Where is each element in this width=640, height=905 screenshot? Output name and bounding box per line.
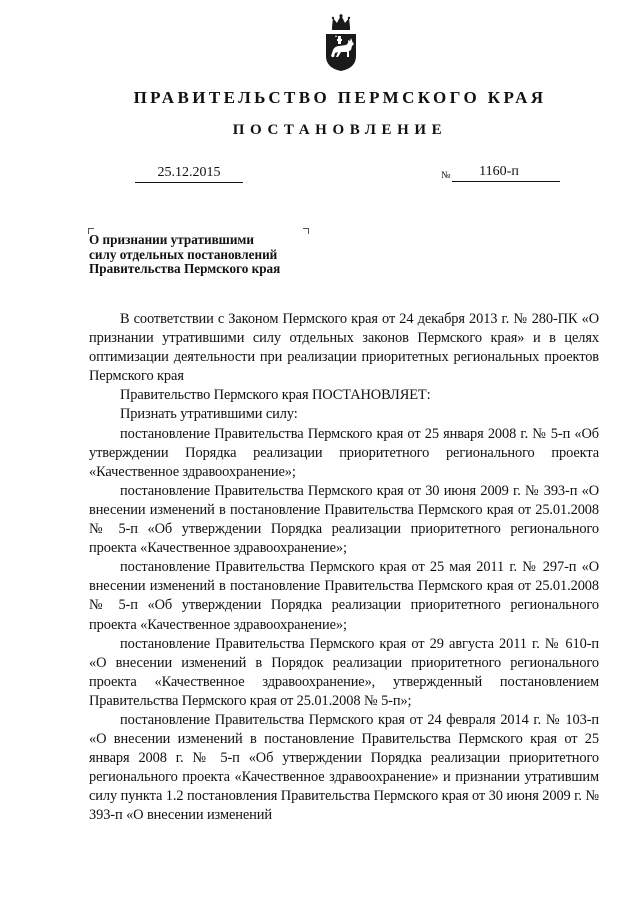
number-underline <box>452 181 560 182</box>
perm-krai-coat-of-arms-icon <box>321 14 361 72</box>
body-paragraph: Признать утратившими силу: <box>120 406 298 423</box>
government-title: ПРАВИТЕЛЬСТВО ПЕРМСКОГО КРАЯ <box>133 88 547 107</box>
body-paragraph: В соответствии с Законом Пермского края от 24 декабря 2013 г. № 280-ПК «О признании утратившими силу отдельных законов Пермского края» и в целях оптимизации деятельности при реализации приоритетных региональных проектов Пермского края <box>89 311 599 385</box>
document-type-title: ПОСТАНОВЛЕНИЕ <box>232 122 448 138</box>
body-paragraph: Правительство Пермского края ПОСТАНОВЛЯЕТ: <box>120 387 431 404</box>
subject-line: О признании утратившими <box>89 232 254 247</box>
number-sign: № <box>441 170 451 181</box>
body-paragraph: постановление Правительства Пермского края от 25 мая 2011 г. № 297-п «О внесении изменений в постановление Правительства Пермского края от 25.01.2008 № 5-п «Об утверждении Порядка реализации приоритетного регионального проекта «Качественное здравоохранение»; <box>89 559 599 633</box>
document-date <box>135 165 243 183</box>
body-paragraph: постановление Правительства Пермского края от 25 января 2008 г. № 5-п «Об утверждении Порядка реализации приоритетного регионального проекта «Качественное здравоохранение»; <box>89 425 599 480</box>
subject-line: Правительства Пермского края <box>89 261 281 277</box>
document-subject <box>89 233 319 277</box>
body-paragraph: постановление Правительства Пермского края от 29 августа 2011 г. № 610-п «О внесении изменений в Порядок реализации приоритетного регионального проекта «Качественное здравоохранение», утвержденный постановлением Правительства Пермского края от 25.01.2008 № 5-п»; <box>89 635 599 709</box>
date-underline <box>135 182 243 183</box>
document-number <box>452 164 560 182</box>
document-body <box>89 310 599 826</box>
number-value: 1160-п <box>479 164 519 179</box>
body-paragraph: постановление Правительства Пермского края от 30 июня 2009 г. № 393-п «О внесении изменений в постановление Правительства Пермского края от 25.01.2008 № 5-п «Об утверждении Порядка реализации приоритетного регионального проекта «Качественное здравоохранение»; <box>89 482 599 557</box>
date-value: 25.12.2015 <box>157 165 221 180</box>
body-paragraph: постановление Правительства Пермского края от 24 февраля 2014 г. № 103-п «О внесении изменений в постановление Правительства Пермского края от 25 января 2008 г. № 5-п «Об утверждении Порядка реализации приоритетного регионального проекта «Качественное здравоохранение» и признании утратившим силу пункта 1.2 постановления Правительства Пермского края от 30 июня 2009 г. № 393-п «О внесении изменений <box>89 711 599 824</box>
subject-line: силу отдельных постановлений <box>89 246 278 262</box>
